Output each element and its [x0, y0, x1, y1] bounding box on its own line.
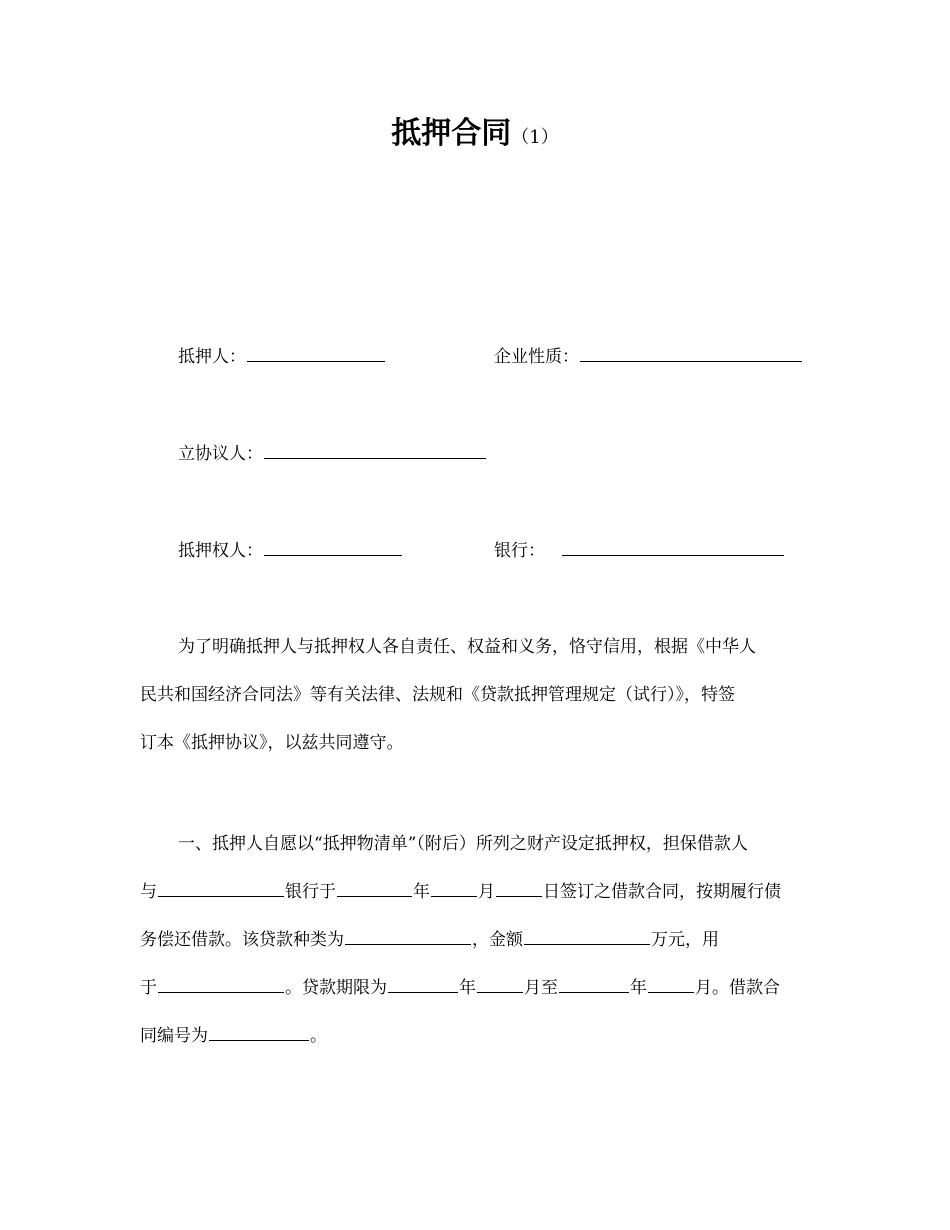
loan-type-blank [345, 927, 471, 945]
clause1-text-3a: 务偿还借款。该贷款种类为 [140, 930, 344, 950]
preamble-paragraph [140, 623, 810, 767]
enterprise-nature-blank [580, 344, 802, 362]
clause1-text-2a: 与 [140, 882, 157, 902]
clause1-text-5a: 同编号为 [140, 1026, 208, 1046]
clause1-line-3 [140, 916, 810, 964]
sign-day-blank [496, 879, 542, 897]
page-title [0, 112, 950, 160]
mortgagee-blank [264, 538, 402, 556]
mortgagor-blank [247, 344, 385, 362]
title-main: 抵押合同 [391, 116, 512, 151]
clause1-text-4d: 月至 [524, 978, 558, 998]
end-month-blank [648, 975, 694, 993]
clause1-text-3c: 万元，用 [651, 930, 719, 950]
mortgagor-row [178, 344, 386, 370]
title-suffix: （1） [511, 127, 559, 148]
preamble-line-2: 民共和国经济合同法》等有关法律、法规和《贷款抵押管理规定（试行）》，特签 [140, 685, 735, 705]
mortgagee-row [178, 538, 403, 564]
preamble-line-3: 订本《抵押协议》，以兹共同遵守。 [140, 733, 404, 753]
clause1-text-4a: 于 [140, 978, 157, 998]
clause1-text-1: 一、抵押人自愿以“抵押物清单”（附后）所列之财产设定抵押权，担保借款人 [178, 834, 748, 854]
start-year-blank [388, 975, 458, 993]
clause-1 [140, 820, 810, 1060]
clause1-text-5b: 。 [310, 1026, 327, 1046]
purpose-blank [158, 975, 284, 993]
mortgagee-label: 抵押权人： [178, 541, 263, 561]
clause1-text-4f: 月。借款合 [695, 978, 780, 998]
preamble-line-1: 为了明确抵押人与抵押权人各自责任、权益和义务，恪守信用，根据《中华人 [178, 637, 756, 657]
bank-label: 银行： [494, 541, 545, 561]
agreement-party-row [178, 441, 487, 467]
enterprise-nature-label: 企业性质： [494, 347, 579, 367]
contract-number-blank [209, 1023, 309, 1041]
amount-blank [524, 927, 650, 945]
bank-name-blank [158, 879, 284, 897]
clause1-line-1 [140, 820, 810, 868]
clause1-line-2 [140, 868, 810, 916]
clause1-text-2b: 银行于 [285, 882, 336, 902]
clause1-text-3b: ，金额 [472, 930, 523, 950]
mortgagor-label: 抵押人： [178, 347, 246, 367]
clause1-text-2e: 日签订之借款合同，按期履行债 [543, 882, 781, 902]
clause1-line-5 [140, 1012, 810, 1060]
sign-month-blank [431, 879, 477, 897]
clause1-text-2d: 月 [478, 882, 495, 902]
clause1-line-4 [140, 964, 810, 1012]
clause1-text-4b: 。贷款期限为 [285, 978, 387, 998]
start-month-blank [477, 975, 523, 993]
agreement-party-label: 立协议人： [178, 444, 263, 464]
enterprise-nature-row [494, 344, 803, 370]
sign-year-blank [337, 879, 412, 897]
agreement-party-blank [264, 441, 486, 459]
end-year-blank [559, 975, 629, 993]
bank-row [494, 538, 785, 564]
clause1-text-4e: 年 [630, 978, 647, 998]
bank-blank [562, 538, 784, 556]
clause1-text-2c: 年 [413, 882, 430, 902]
clause1-text-4c: 年 [459, 978, 476, 998]
